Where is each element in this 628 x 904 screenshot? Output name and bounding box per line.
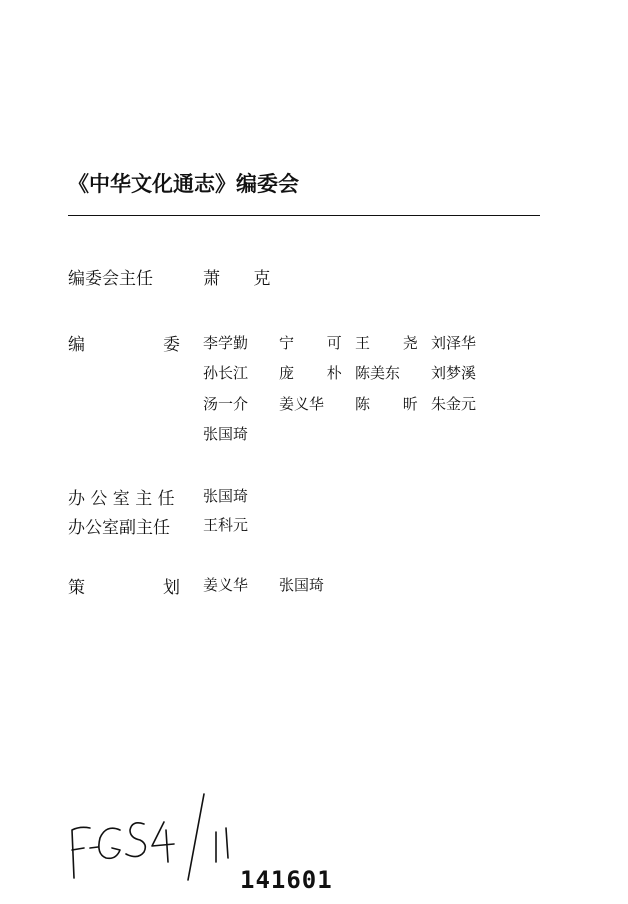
office-deputy-label: 办公室副主任 <box>68 518 170 538</box>
committee-member: 朱金元 <box>431 395 477 413</box>
committee-member: 姜义华 <box>279 395 325 413</box>
committee-member: 孙长江 <box>203 364 249 382</box>
handwritten-call-number <box>60 790 235 885</box>
committee-member: 陈 昕 <box>355 395 432 413</box>
committee-member: 刘梦溪 <box>431 364 477 382</box>
director-name: 萧 克 <box>203 269 285 289</box>
director-label: 编委会主任 <box>68 269 153 289</box>
committee-member: 刘泽华 <box>431 334 477 352</box>
committee-member: 李学勤 <box>203 334 249 352</box>
title-rule <box>68 215 540 216</box>
stamp-number: 141601 <box>240 866 333 894</box>
planner-name: 姜义华 <box>203 576 249 594</box>
committee-member: 宁 可 <box>279 334 356 352</box>
committee-member: 庞 朴 <box>279 364 356 382</box>
committee-member: 王 尧 <box>355 334 432 352</box>
planner-name: 张国琦 <box>279 576 325 594</box>
committee-label-left: 编 <box>68 335 85 355</box>
committee-label-right: 委 <box>163 335 180 355</box>
planning-label-right: 划 <box>163 578 180 598</box>
committee-member: 张国琦 <box>203 425 249 443</box>
office-director-name: 张国琦 <box>203 487 249 505</box>
office-deputy-name: 王科元 <box>203 516 249 534</box>
page-title: 《中华文化通志》编委会 <box>68 171 299 196</box>
planning-label-left: 策 <box>68 578 85 598</box>
office-director-label: 办 公 室 主 任 <box>68 489 175 509</box>
committee-member: 汤一介 <box>203 395 249 413</box>
committee-member: 陈美东 <box>355 364 401 382</box>
